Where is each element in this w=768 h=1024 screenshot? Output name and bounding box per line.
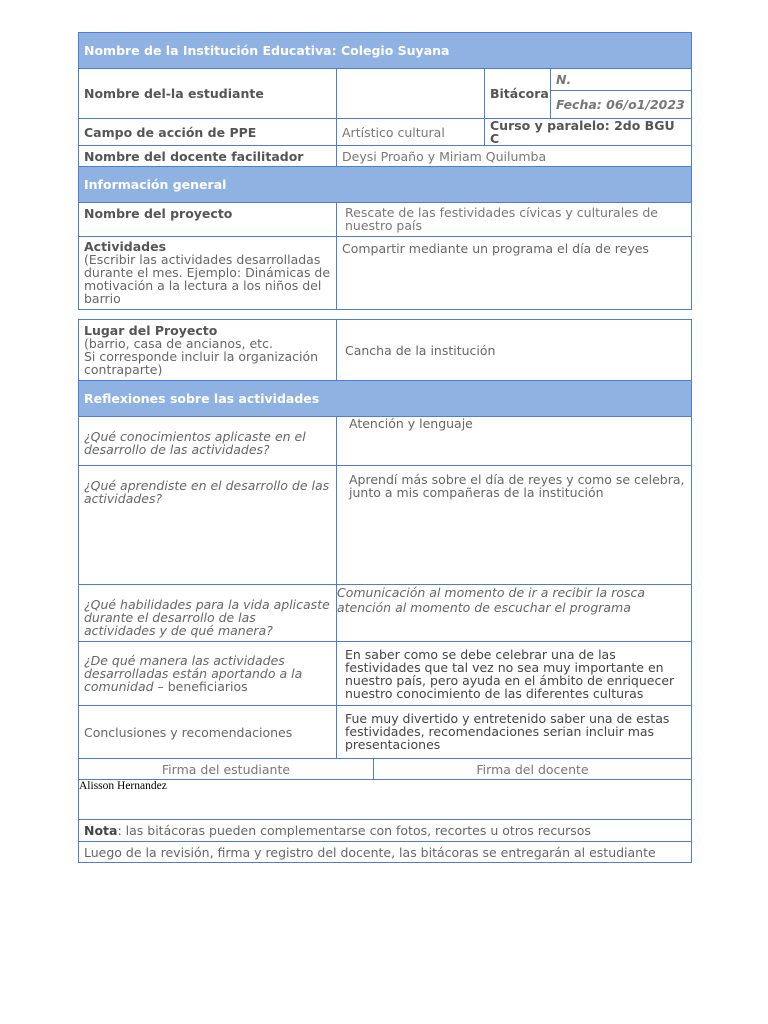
student-name-value — [337, 69, 485, 119]
lugar-hint-1: (barrio, casa de ancianos, etc. — [84, 336, 273, 351]
student-name-label: Nombre del-la estudiante — [79, 69, 337, 119]
question-1: ¿Qué conocimientos aplicaste en el desarrollo de las actividades? — [79, 417, 337, 466]
lugar-label: Lugar del Proyecto — [84, 323, 218, 338]
answer-4: En saber como se debe celebrar una de las festividades que tal vez no sea muy importante en nuestro país, pero ayuda en el ámbito de enriquecer nuestro conocimiento de las diferentes culturas — [337, 642, 692, 706]
answer-3-line-2: atención al momento de escuchar el programa — [337, 600, 631, 615]
firma-estudiante-label: Firma del estudiante — [79, 759, 374, 780]
answer-5: Fue muy divertido y entretenido saber una de estas festividades, recomendaciones serian incluir mas presentaciones — [337, 706, 692, 759]
docente-value: Deysi Proaño y Miriam Quilumba — [337, 146, 692, 167]
bitacora-date: Fecha: 06/o1/2023 — [551, 91, 692, 119]
question-3: ¿Qué habilidades para la vida aplicaste durante el desarrollo de las actividades y de qué manera? — [79, 585, 337, 642]
campo-value: Artístico cultural — [337, 119, 485, 146]
institution-header: Nombre de la Institución Educativa: Colegio Suyana — [79, 33, 692, 69]
docente-label: Nombre del docente facilitador — [79, 146, 337, 167]
question-5: Conclusiones y recomendaciones — [79, 706, 337, 759]
curso-label: Curso y paralelo: 2do BGU C — [485, 119, 692, 146]
proyecto-label: Nombre del proyecto — [79, 203, 337, 237]
actividades-hint: (Escribir las actividades desarrolladas durante el mes. Ejemplo: Dinámicas de motivación a la lectura a los niños del barrio — [84, 252, 331, 306]
nota-text: : las bitácoras pueden complementarse con fotos, recortes u otros recursos — [117, 823, 591, 838]
reflexiones-header: Reflexiones sobre las actividades — [79, 381, 692, 417]
actividades-value: Compartir mediante un programa el día de reyes — [337, 237, 692, 310]
reflexiones-table — [78, 319, 692, 863]
lugar-hint-2: Si corresponde incluir la organización contraparte) — [84, 349, 319, 377]
question-4: ¿De qué manera las actividades desarrolladas están aportando a la comunidad — [84, 653, 303, 694]
bitacora-label: Bitácora — [485, 69, 551, 119]
answer-3-line-1: Comunicación al momento de ir a recibir la rosca — [337, 585, 645, 600]
lugar-value: Cancha de la institución — [337, 320, 692, 381]
question-4-suffix: – beneficiarios — [153, 679, 248, 694]
firma-docente-label: Firma del docente — [374, 759, 692, 780]
proyecto-value: Rescate de las festividades cívicas y culturales de nuestro país — [337, 203, 692, 237]
info-general-header: Información general — [79, 167, 692, 203]
answer-1: Atención y lenguaje — [337, 417, 692, 466]
question-2: ¿Qué aprendiste en el desarrollo de las actividades? — [79, 466, 337, 585]
answer-2: Aprendí más sobre el día de reyes y como se celebra, junto a mis compañeras de la institución — [337, 466, 692, 585]
bitacora-number: N. — [551, 69, 692, 91]
student-signature: Alisson Hernandez — [79, 780, 692, 820]
info-table — [78, 32, 692, 310]
campo-label: Campo de acción de PPE — [79, 119, 337, 146]
nota-label: Nota — [84, 823, 118, 838]
actividades-label: Actividades — [84, 239, 167, 254]
footer-note: Luego de la revisión, firma y registro del docente, las bitácoras se entregarán al estudiante — [79, 842, 692, 863]
